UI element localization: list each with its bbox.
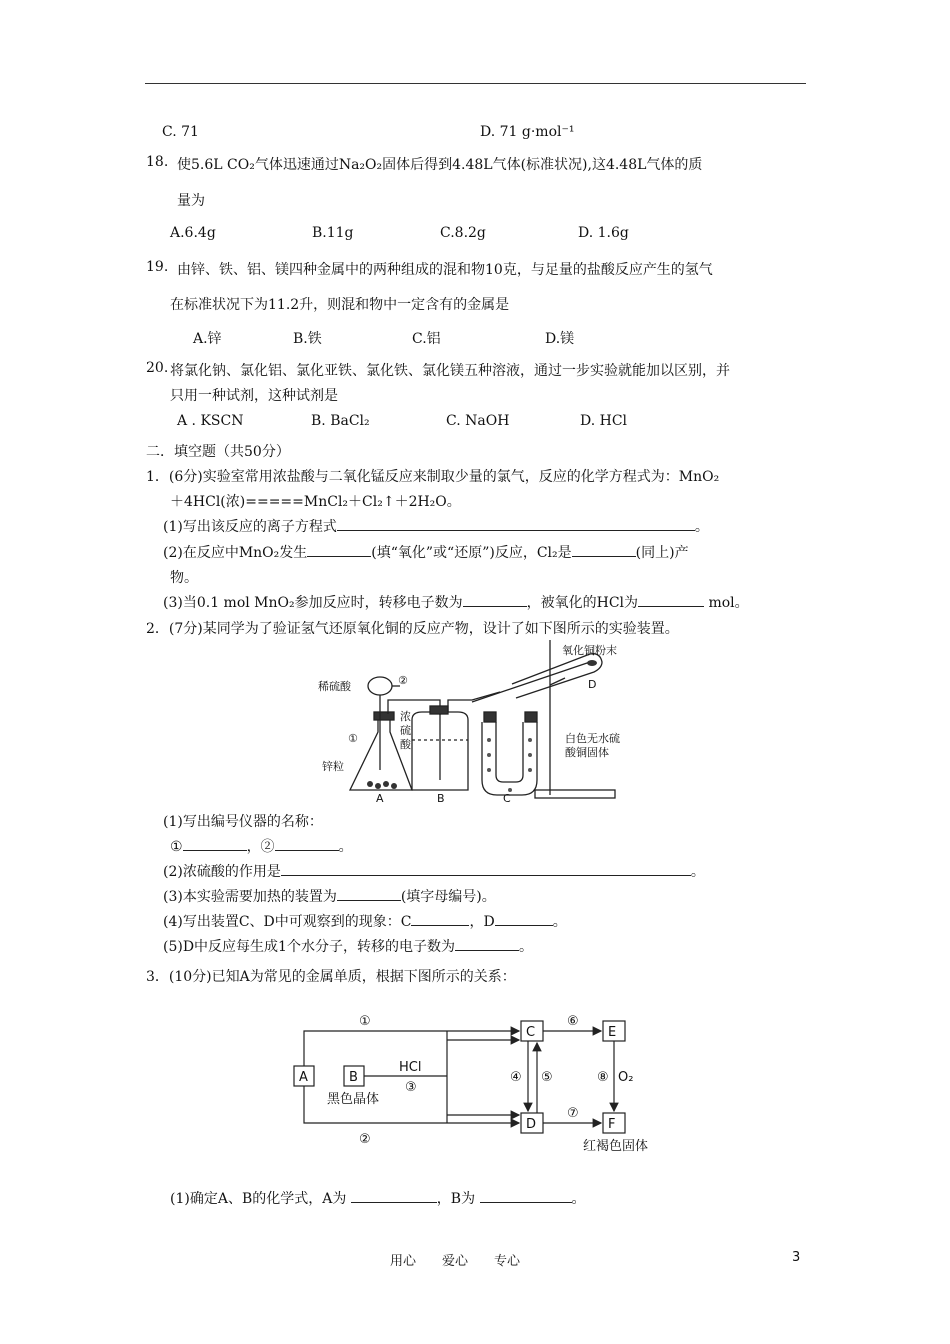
q19-number: 19. [146, 259, 169, 275]
p3-sub1-end: 。 [571, 1191, 586, 1207]
header-rule [145, 83, 806, 84]
footer-slogan: 用心 爱心 专心 [390, 1254, 521, 1269]
relation-diagram [285, 1005, 665, 1155]
p1-sub1-text: (1)写出该反应的离子方程式 [163, 519, 337, 535]
q17-option-c: C. 71 [162, 124, 199, 140]
u-tube-stopper-right [525, 712, 537, 722]
q20-option-a: A . KSCN [177, 413, 244, 429]
p2-sub5 [163, 936, 533, 956]
q18-option-c: C.8.2g [440, 225, 486, 241]
label-n2: ② [359, 1132, 371, 1147]
label-cuso4-1: 白色无水硫 [565, 732, 620, 745]
node-d: D [526, 1117, 537, 1132]
u-tube-solid [487, 738, 532, 792]
p1-sub1-end: 。 [694, 519, 709, 535]
p1-line1: 1．(6分)实验室常用浓盐酸与二氧化锰反应来制取少量的氯气，反应的化学方程式为：MnO₂ [146, 469, 720, 485]
p1-line2: ＋4HCl(浓)=====MnCl₂＋Cl₂↑＋2H₂O。 [170, 494, 461, 510]
p1-sub2-text-b: (填“氧化”或“还原”)反应，Cl₂是 [371, 545, 572, 561]
label-n3: ③ [405, 1080, 417, 1095]
q18-option-d: D. 1.6g [578, 225, 629, 241]
label-red-brown-solid: 红褐色固体 [583, 1139, 649, 1154]
p1-sub2-text-c: (同上)产 [635, 545, 689, 561]
p1-sub2 [163, 542, 689, 562]
p3-line1: 3．(10分)已知A为常见的金属单质，根据下图所示的关系： [146, 969, 516, 985]
p2-sub5-text-b: 。 [518, 939, 533, 955]
p1-sub2-blank-2[interactable] [572, 542, 636, 557]
label-hcl: HCl [399, 1060, 422, 1075]
p3-sub1-text-a: (1)确定A、B的化学式，A为 [170, 1191, 351, 1207]
cuo-powder [587, 660, 597, 666]
label-circle-2: ② [398, 674, 408, 687]
p2-sub1-blank-1[interactable] [183, 836, 247, 851]
label-o2: O₂ [618, 1070, 634, 1085]
q20-text-line1: 将氯化钠、氯化铝、氯化亚铁、氯化铁、氯化镁五种溶液，通过一步实验就能加以区别，并 [170, 363, 730, 379]
label-circle-1: ① [348, 732, 358, 745]
p3-sub1-blank-2[interactable] [480, 1188, 572, 1203]
p2-sub3-text-a: (3)本实验需要加热的装置为 [163, 889, 337, 905]
label-n5: ⑤ [541, 1070, 553, 1085]
p2-sub2-end: 。 [690, 864, 705, 880]
q19-text-line2: 在标准状况下为11.2升，则混和物中一定含有的金属是 [170, 297, 510, 313]
label-cuo: 氧化铜粉末 [562, 644, 617, 657]
q20-option-b: B. BaCl₂ [311, 413, 370, 429]
p1-sub2-cont: 物。 [170, 570, 198, 586]
p2-sub1-blanks [170, 836, 353, 856]
label-zinc: 锌粒 [322, 760, 344, 773]
p1-sub3-blank-1[interactable] [463, 592, 527, 607]
p2-sub3-blank[interactable] [337, 886, 401, 901]
p2-sub5-text-a: (5)D中反应每生成1个水分子，转移的电子数为 [163, 939, 455, 955]
p1-sub1 [163, 516, 709, 536]
u-tube-stopper-left [484, 712, 496, 722]
p2-sub1-label-1: ① [170, 839, 183, 855]
label-n6: ⑥ [567, 1014, 579, 1029]
node-a: A [299, 1070, 308, 1085]
p2-line1: 2．(7分)某同学为了验证氢气还原氧化铜的反应产物，设计了如下图所示的实验装置。 [146, 621, 679, 637]
p2-sub1-blank-2[interactable] [275, 836, 339, 851]
p1-sub3-text-a: (3)当0.1 mol MnO₂参加反应时，转移电子数为 [163, 595, 463, 611]
q19-text-line1: 由锌、铁、铝、镁四种金属中的两种组成的混和物10克，与足量的盐酸反应产生的氢气 [177, 262, 713, 278]
p1-sub2-text-a: (2)在反应中MnO₂发生 [163, 545, 308, 561]
p2-sub4-blank-2[interactable] [495, 911, 553, 926]
label-a: A [376, 792, 384, 805]
node-e: E [608, 1025, 617, 1040]
label-conc-3: 酸 [400, 738, 411, 751]
u-tube-inner [496, 722, 523, 782]
p2-sub1: (1)写出编号仪器的名称： [163, 814, 323, 830]
q20-text-line2: 只用一种试剂，这种试剂是 [170, 388, 338, 404]
q19-option-d: D.镁 [545, 331, 575, 347]
p2-sub4-text-b: ，D [469, 914, 495, 930]
label-n1: ① [359, 1014, 371, 1029]
q18-number: 18. [146, 154, 169, 170]
zinc-granules [367, 781, 397, 789]
q20-option-d: D. HCl [580, 413, 628, 429]
label-dilute-acid: 稀硫酸 [318, 680, 351, 693]
p2-sub1-label-2: ，② [246, 839, 275, 855]
p1-sub3-text-b: ，被氧化的HCl为 [526, 595, 639, 611]
p2-sub4-blank-1[interactable] [411, 911, 469, 926]
p2-sub2-text: (2)浓硫酸的作用是 [163, 864, 281, 880]
p2-sub4-text-c: 。 [552, 914, 567, 930]
label-n7: ⑦ [567, 1106, 579, 1121]
q19-option-b: B.铁 [293, 331, 322, 347]
label-conc-1: 浓 [400, 710, 411, 723]
p3-sub1-blank-1[interactable] [351, 1188, 437, 1203]
apparatus-figure [300, 640, 650, 805]
label-n4: ④ [510, 1070, 522, 1085]
p1-sub1-blank[interactable] [337, 516, 695, 531]
bottle-b-stopper [430, 706, 448, 714]
label-conc-2: 硫 [400, 724, 411, 737]
p2-sub1-end: 。 [338, 839, 353, 855]
p3-sub1 [170, 1188, 586, 1208]
p2-sub2 [163, 861, 705, 881]
flask-a-stopper [374, 712, 394, 720]
p1-sub2-blank-1[interactable] [307, 542, 371, 557]
p2-sub4 [163, 911, 567, 931]
q18-text-line2: 量为 [177, 193, 205, 209]
q17-option-d: D. 71 g·mol⁻¹ [480, 124, 575, 140]
section-heading: 二．填空题（共50分） [146, 444, 290, 460]
stand-base [535, 790, 615, 798]
funnel-bulb [368, 677, 392, 695]
p2-sub4-text-a: (4)写出装置C、D中可观察到的现象：C [163, 914, 412, 930]
p1-sub3 [163, 592, 749, 612]
delivery-tube [472, 662, 590, 702]
label-n8: ⑧ [597, 1070, 609, 1085]
q19-option-c: C.铝 [412, 331, 441, 347]
p1-sub3-text-c: mol。 [704, 595, 749, 611]
node-b: B [349, 1070, 358, 1085]
p2-sub3-text-b: (填字母编号)。 [400, 889, 496, 905]
label-black-crystal: 黑色晶体 [327, 1092, 380, 1107]
tube-d [512, 654, 602, 698]
q20-option-c: C. NaOH [446, 413, 510, 429]
q18-text-line1: 使5.6L CO₂气体迅速通过Na₂O₂固体后得到4.48L气体(标准状况),这4.48L气体的质 [177, 157, 703, 173]
q18-option-a: A.6.4g [170, 225, 216, 241]
p1-sub3-blank-2[interactable] [638, 592, 704, 607]
page-number: 3 [792, 1250, 801, 1265]
label-b: B [437, 792, 445, 805]
label-d: D [588, 678, 597, 691]
p2-sub5-blank[interactable] [455, 936, 519, 951]
u-tube-outer [482, 722, 537, 795]
q18-option-b: B.11g [312, 225, 354, 241]
p2-sub2-blank[interactable] [281, 861, 691, 876]
p2-sub3 [163, 886, 496, 906]
node-c: C [526, 1025, 536, 1040]
label-c: C [503, 792, 511, 805]
q19-option-a: A.锌 [193, 331, 222, 347]
node-f: F [608, 1117, 616, 1132]
q20-number: 20. [146, 360, 169, 376]
label-cuso4-2: 酸铜固体 [565, 746, 609, 759]
p3-sub1-text-b: ，B为 [436, 1191, 480, 1207]
